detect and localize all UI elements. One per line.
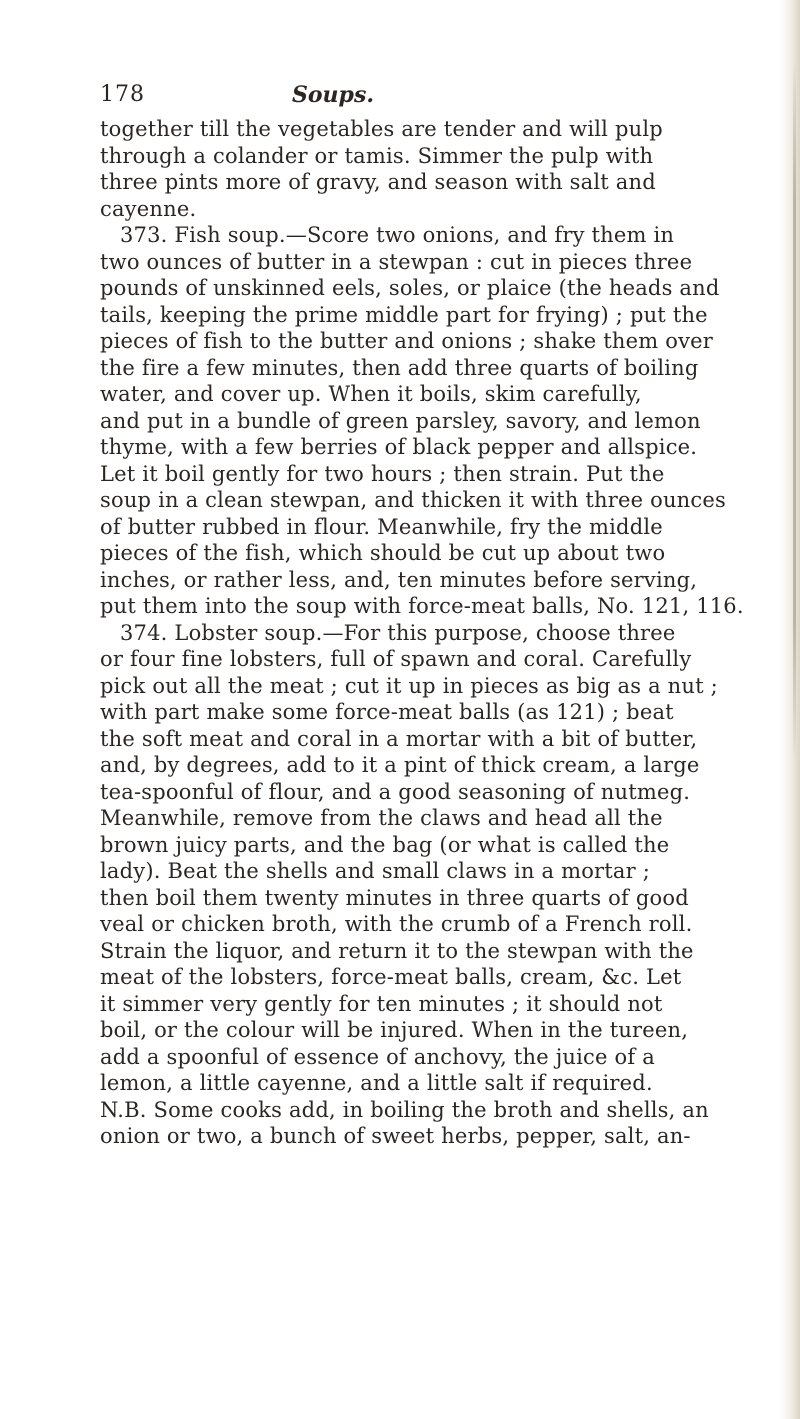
text-line: meat of the lobsters, force-meat balls, cream, &c. Let: [100, 965, 682, 989]
text-line: pieces of fish to the butter and onions ; shake them over: [100, 329, 714, 353]
body-text: [100, 116, 780, 1150]
text-line: pounds of unskinned eels, soles, or plaice (the heads and: [100, 276, 720, 300]
page-edge-shadow: [780, 0, 800, 1419]
text-line: it simmer very gently for ten minutes ; it should not: [100, 991, 663, 1016]
text-line: the soft meat and coral in a mortar with a bit of butter,: [100, 726, 698, 751]
text-line: veal or chicken broth, with the crumb of a French roll.: [100, 912, 693, 936]
page-header: [100, 80, 700, 110]
text-line: together till the vegetables are tender and will pulp: [100, 117, 663, 141]
text-line: boil, or the colour will be injured. When in the tureen,: [100, 1018, 689, 1042]
page-edge-line: [793, 60, 796, 760]
text-line: tails, keeping the prime middle part for frying) ; put the: [100, 302, 708, 327]
text-line: 373. Fish soup.—Score two onions, and fry them in: [120, 223, 675, 247]
text-line: N.B. Some cooks add, in boiling the broth and shells, an: [100, 1097, 709, 1122]
text-line: pieces of the fish, which should be cut up about two: [100, 541, 666, 565]
text-line: or four fine lobsters, full of spawn and coral. Carefully: [100, 647, 692, 671]
text-line: and put in a bundle of green parsley, savory, and lemon: [100, 408, 701, 433]
text-line: Meanwhile, remove from the claws and head all the: [100, 806, 663, 830]
page-number: 178: [100, 82, 145, 107]
text-line: pick out all the meat ; cut it up in pieces as big as a nut ;: [100, 673, 718, 698]
text-line: of butter rubbed in flour. Meanwhile, fry the middle: [100, 514, 663, 539]
text-line: water, and cover up. When it boils, skim carefully,: [100, 382, 642, 406]
text-line: through a colander or tamis. Simmer the pulp with: [100, 143, 654, 168]
text-line: two ounces of butter in a stewpan : cut in pieces three: [100, 249, 693, 274]
text-line: three pints more of gravy, and season with salt and: [100, 170, 656, 194]
text-line: lady). Beat the shells and small claws in a mortar ;: [100, 859, 651, 883]
text-line: lemon, a little cayenne, and a little salt if required.: [100, 1071, 653, 1095]
text-line: soup in a clean stewpan, and thicken it with three ounces: [100, 488, 726, 512]
text-line: Let it boil gently for two hours ; then strain. Put the: [100, 461, 665, 486]
text-line: onion or two, a bunch of sweet herbs, pepper, salt, an-: [100, 1124, 691, 1148]
text-line: tea-spoonful of flour, and a good seasoning of nutmeg.: [100, 779, 691, 804]
running-title: Soups.: [292, 82, 374, 108]
text-line: and, by degrees, add to it a pint of thick cream, a large: [100, 753, 700, 777]
text-line: add a spoonful of essence of anchovy, the juice of a: [100, 1044, 655, 1069]
text-line: put them into the soup with force-meat balls, No. 121, 116.: [100, 594, 744, 618]
text-line: thyme, with a few berries of black pepper and allspice.: [100, 435, 698, 459]
text-line: Strain the liquor, and return it to the stewpan with the: [100, 938, 694, 963]
text-line: 374. Lobster soup.—For this purpose, choose three: [120, 620, 676, 645]
text-line: cayenne.: [100, 196, 197, 221]
text-line: brown juicy parts, and the bag (or what is called the: [100, 832, 670, 857]
text-line: with part make some force-meat balls (as 121) ; beat: [100, 700, 674, 724]
text-line: inches, or rather less, and, ten minutes before serving,: [100, 567, 698, 592]
text-line: then boil them twenty minutes in three quarts of good: [100, 885, 689, 910]
text-line: the fire a few minutes, then add three quarts of boiling: [100, 355, 699, 380]
